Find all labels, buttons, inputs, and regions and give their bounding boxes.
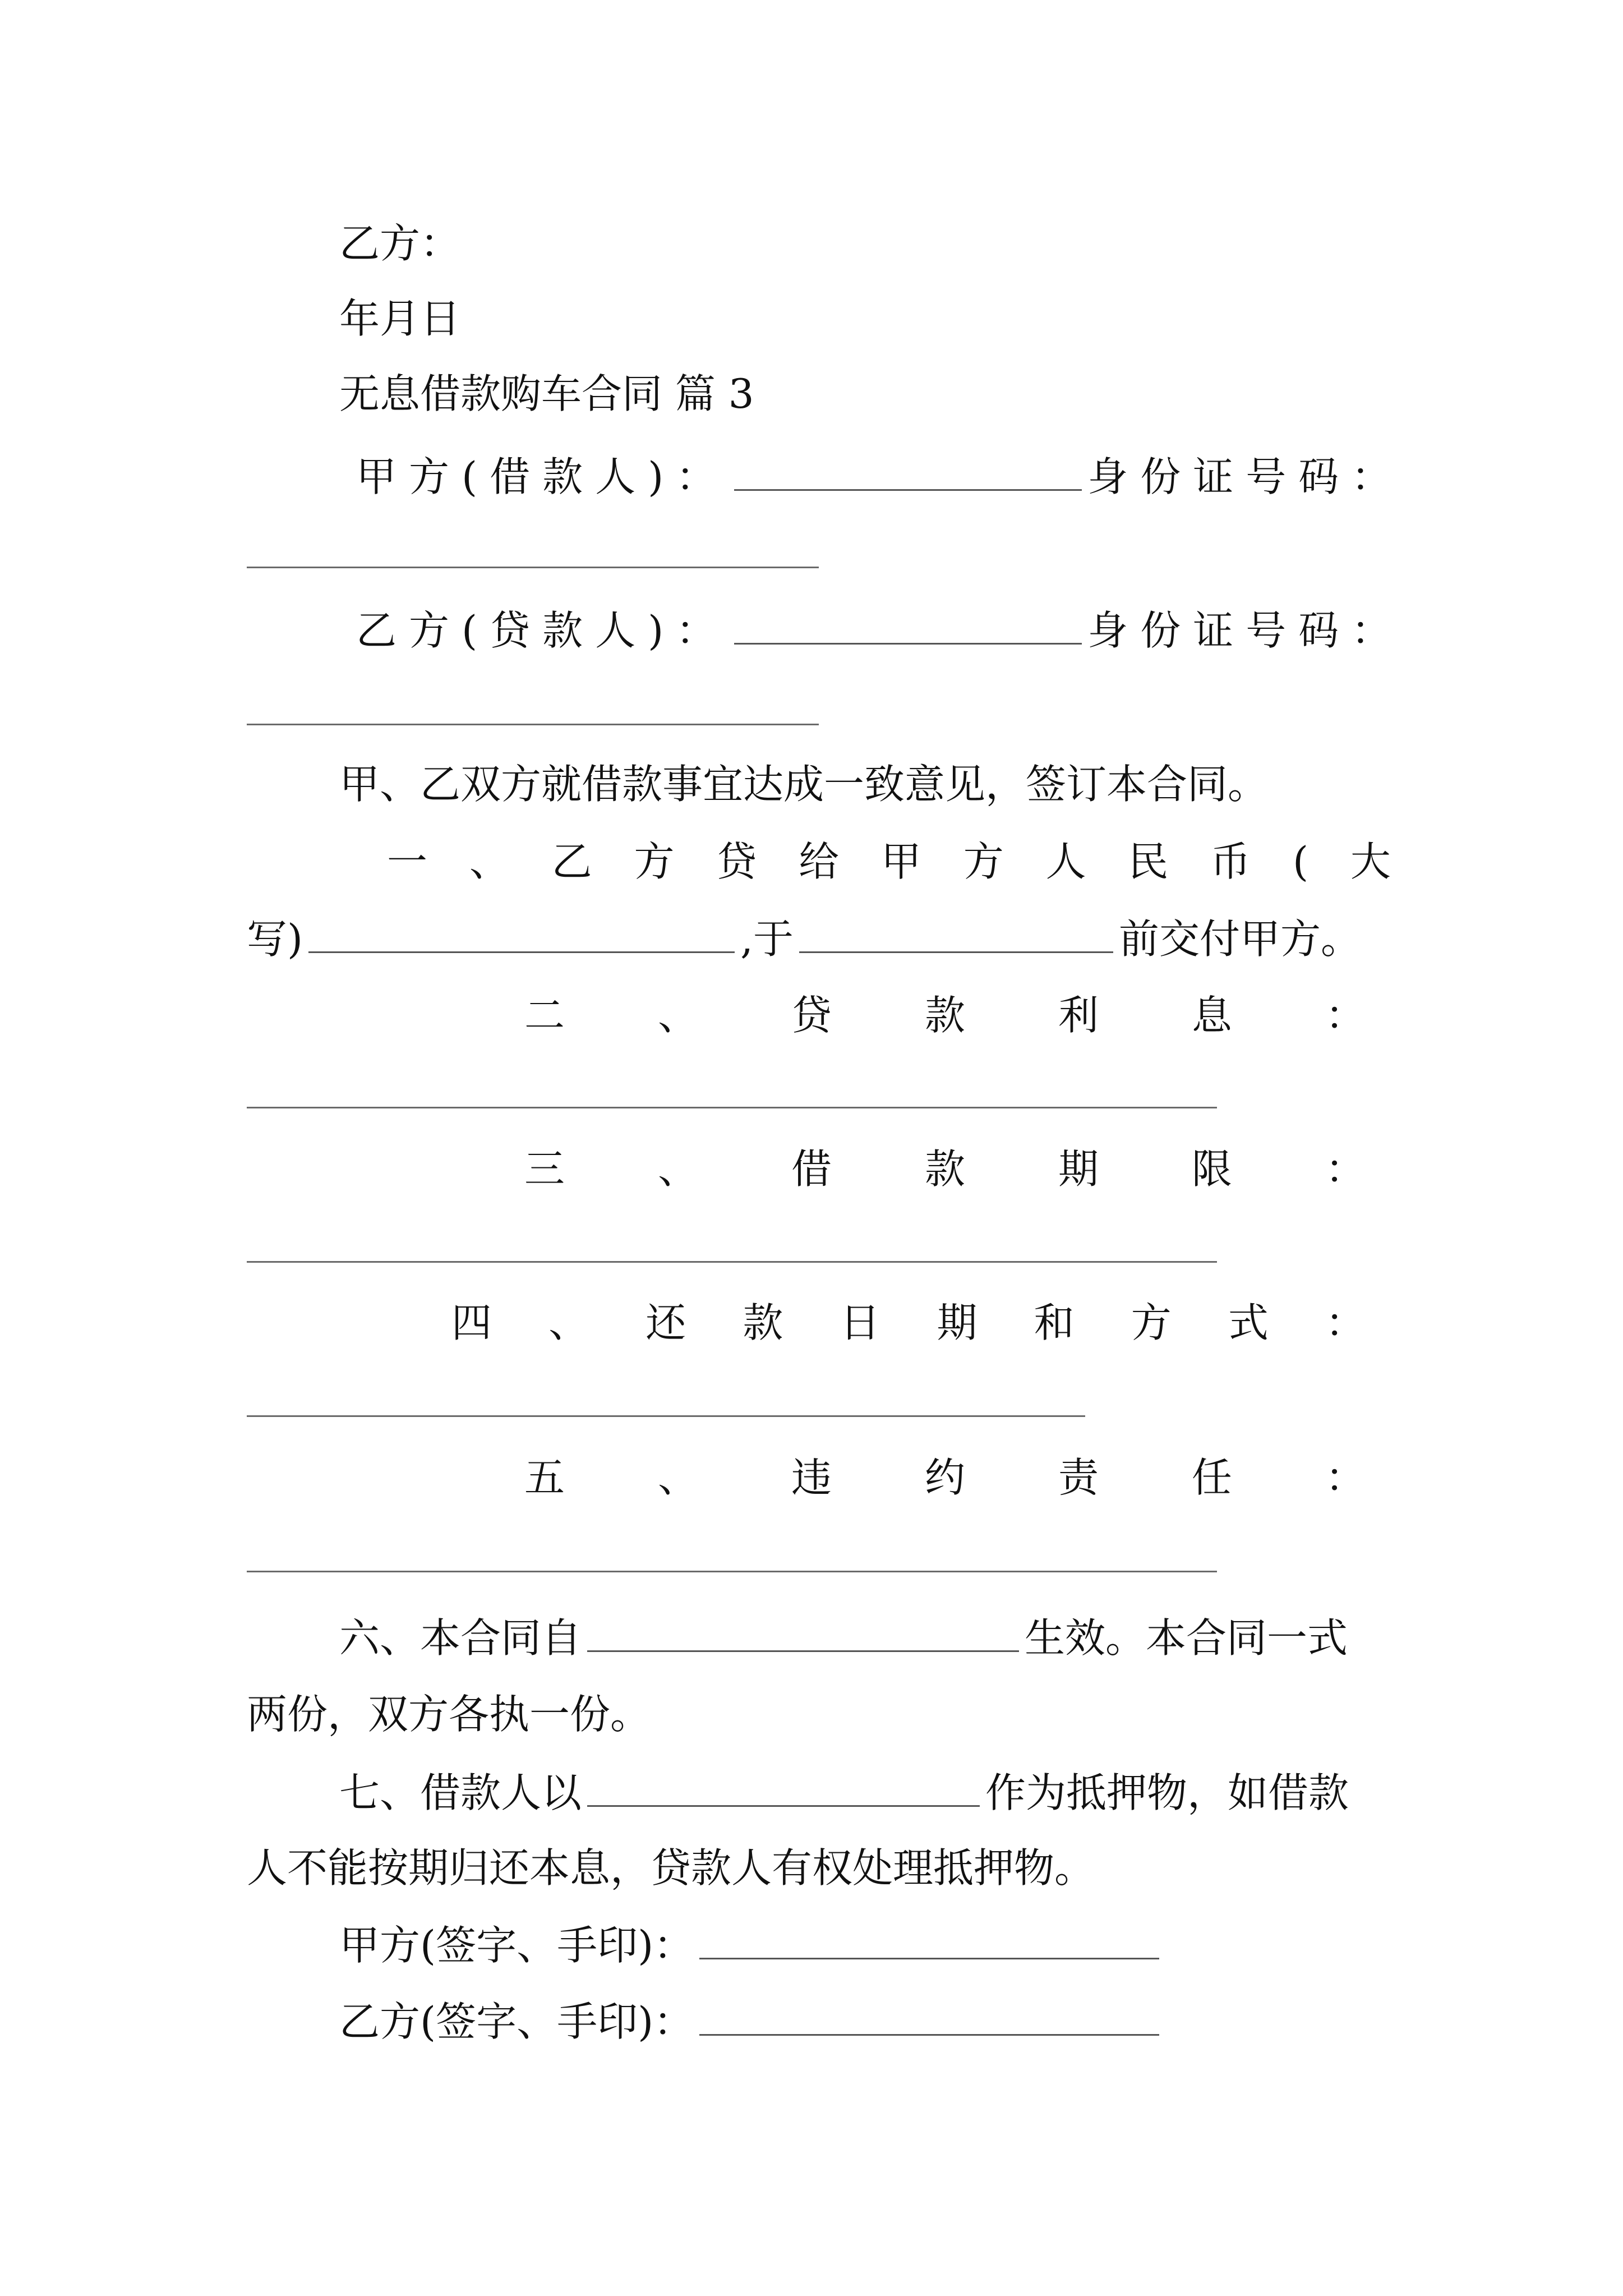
clause-1-char: 乙 — [551, 838, 592, 885]
clause-1-char: 方 — [634, 838, 675, 885]
clause-4-char: 四 — [451, 1299, 492, 1346]
clause-2-char: 利 — [1058, 992, 1099, 1039]
party-b-label: 乙方(贷款人)： — [356, 607, 729, 654]
clause-4-char: 方 — [1131, 1299, 1172, 1346]
clause-2-line — [524, 992, 1366, 1039]
clause-4-char: ： — [1325, 1299, 1366, 1346]
clause-1-line-1 — [387, 838, 1391, 885]
party-b-signature — [339, 1998, 1165, 2045]
clause-4-char: 日 — [840, 1299, 880, 1346]
clause-2-char: 、 — [657, 992, 698, 1039]
clause-2-blank — [247, 1107, 1217, 1108]
clause-1-char: 给 — [799, 838, 840, 885]
clause-1-date-blank — [799, 918, 1113, 953]
clause-3-char: 、 — [657, 1145, 698, 1193]
clause-4-char: 、 — [548, 1299, 589, 1346]
clause-3-line — [524, 1145, 1366, 1193]
clause-5-blank — [247, 1571, 1217, 1572]
clause-4-char: 款 — [743, 1299, 783, 1346]
clause-3-blank — [247, 1261, 1217, 1263]
party-a-id-blank — [247, 567, 819, 568]
clause-3-char: 借 — [791, 1145, 832, 1193]
clause-5-char: 约 — [924, 1454, 965, 1501]
clause-7-start: 七、借款人以 — [339, 1769, 582, 1816]
clause-3-char: 限 — [1191, 1145, 1232, 1193]
clause-7-collateral-blank — [587, 1772, 980, 1807]
clause-1-char: 、 — [469, 838, 510, 885]
party-a-id-label: 身份证号码： — [1087, 453, 1404, 500]
clause-6-line-1 — [339, 1614, 1348, 1662]
clause-1-amount-prefix: 写) — [247, 915, 303, 963]
clause-7-line-2: 人不能按期归还本息，贷款人有权处理抵押物。 — [247, 1844, 1095, 1892]
clause-6-start: 六、本合同自 — [339, 1614, 582, 1662]
clause-4-blank — [247, 1415, 1085, 1417]
clause-1-char: ( — [1292, 838, 1309, 885]
party-a-signature — [339, 1922, 1165, 1969]
party-b-signature-blank — [699, 2000, 1159, 2036]
clause-2-char: ： — [1325, 992, 1366, 1039]
clause-5-char: ： — [1325, 1454, 1366, 1501]
intro-text: 甲、乙双方就借款事宜达成一致意见，签订本合同。 — [339, 761, 1269, 808]
clause-5-char: 、 — [657, 1454, 698, 1501]
clause-2-char: 贷 — [791, 992, 832, 1039]
clause-4-char: 和 — [1034, 1299, 1075, 1346]
clause-1-char: 甲 — [880, 838, 921, 885]
party-a-label: 甲方(借款人)： — [356, 453, 729, 500]
date-line: 年月日 — [339, 295, 461, 342]
clause-4-char: 期 — [937, 1299, 978, 1346]
party-b-name-blank — [734, 609, 1082, 645]
clause-6-date-blank — [587, 1617, 1019, 1652]
clause-6-end: 生效。本合同一式 — [1025, 1614, 1348, 1662]
clause-1-char: 一 — [387, 838, 428, 885]
party-b-id-label: 身份证号码： — [1087, 607, 1404, 654]
clause-4-char: 还 — [645, 1299, 686, 1346]
clause-4-char: 式 — [1228, 1299, 1269, 1346]
clause-1-line-2 — [247, 915, 1361, 963]
clause-5-char: 任 — [1191, 1454, 1232, 1501]
clause-1-char: 贷 — [716, 838, 757, 885]
section-title: 无息借款购车合同 篇 3 — [339, 370, 754, 417]
party-b-id-blank — [247, 724, 819, 725]
clause-2-char: 息 — [1191, 992, 1232, 1039]
clause-3-char: 期 — [1058, 1145, 1099, 1193]
clause-5-char: 违 — [791, 1454, 832, 1501]
party-b-header: 乙方： — [339, 220, 461, 267]
clause-5-line — [524, 1454, 1366, 1501]
clause-2-char: 二 — [524, 992, 565, 1039]
clause-1-char: 民 — [1128, 838, 1169, 885]
clause-4-line — [451, 1299, 1366, 1346]
clause-1-date-prefix: ,于 — [740, 915, 794, 963]
clause-1-char: 方 — [963, 838, 1004, 885]
clause-1-end: 前交付甲方。 — [1118, 915, 1361, 963]
party-b-line — [356, 607, 1404, 654]
party-b-signature-label: 乙方(签字、手印)： — [339, 1998, 694, 2045]
clause-5-char: 责 — [1058, 1454, 1099, 1501]
clause-1-char: 币 — [1210, 838, 1251, 885]
clause-5-char: 五 — [524, 1454, 565, 1501]
clause-7-line-1 — [339, 1769, 1349, 1816]
party-a-signature-label: 甲方(签字、手印)： — [339, 1922, 694, 1969]
clause-3-char: ： — [1325, 1145, 1366, 1193]
clause-6-line-2: 两份，双方各执一份。 — [247, 1691, 651, 1738]
clause-3-char: 三 — [524, 1145, 565, 1193]
clause-1-amount-blank — [308, 918, 735, 953]
party-a-signature-blank — [699, 1924, 1159, 1959]
clause-7-end: 作为抵押物，如借款 — [985, 1769, 1349, 1816]
clause-1-char: 人 — [1045, 838, 1086, 885]
party-a-name-blank — [734, 455, 1082, 491]
clause-2-char: 款 — [924, 992, 965, 1039]
party-a-line — [356, 453, 1404, 500]
clause-3-char: 款 — [924, 1145, 965, 1193]
clause-1-char: 大 — [1350, 838, 1391, 885]
